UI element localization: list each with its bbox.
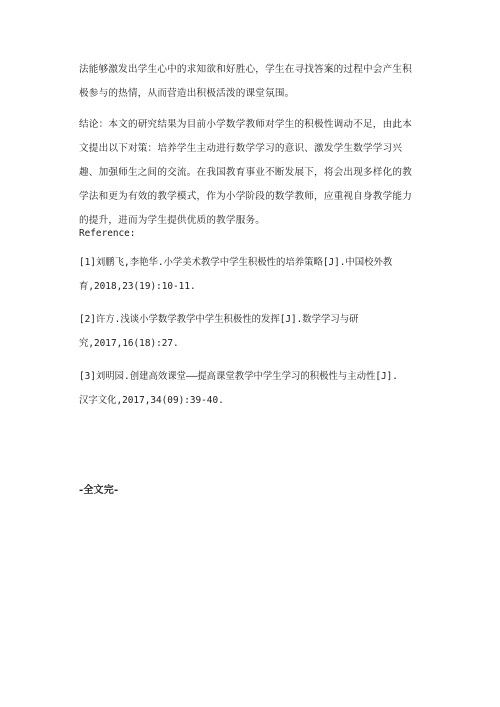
text-line: 结论：本文的研究结果为目前小学数学教师对学生的积极性调动不足，由此本	[79, 119, 412, 130]
heading-text: Reference:	[79, 228, 136, 239]
text-line: 学法和更为有效的教学模式，作为小学阶段的数学教师，应重视自身教学能力	[79, 191, 412, 202]
text-line: 育,2018,23(19):10-11.	[79, 281, 196, 292]
end-mark-text: -全文完-	[79, 485, 119, 496]
reference-item	[79, 365, 424, 413]
reference-item	[79, 308, 424, 356]
text-line: [1]刘鹏飞,李艳华.小学美术教学中学生积极性的培养策略[J].中国校外教	[79, 257, 393, 268]
text-line: 文提出以下对策：培养学生主动进行数学学习的意识、激发学生数学学习兴	[79, 143, 403, 154]
intro-paragraph	[79, 58, 424, 106]
text-line: 的提升，进而为学生提供优质的教学服务。	[79, 215, 266, 226]
text-line: 极参与的热情，从而营造出积极活泼的课堂氛围。	[79, 88, 295, 99]
end-mark	[79, 479, 424, 503]
text-line: 法能够激发出学生心中的求知欲和好胜心，学生在寻找答案的过程中会产生积	[79, 64, 412, 75]
text-line: [2]许方.浅谈小学数学教学中学生积极性的发挥[J].数学学习与研	[79, 314, 359, 325]
text-line: [3]刘明园.创建高效课堂——提高课堂教学中学生学习的积极性与主动性[J].	[79, 371, 398, 382]
reference-item	[79, 251, 424, 299]
text-line: 趣、加强师生之间的交流。在我国教育事业不断发展下，将会出现多样化的教	[79, 167, 412, 178]
text-line: 汉字文化,2017,34(09):39-40.	[79, 395, 224, 406]
text-line: 究,2017,16(18):27.	[79, 338, 179, 349]
references-heading	[79, 222, 424, 246]
conclusion-paragraph	[79, 113, 424, 233]
